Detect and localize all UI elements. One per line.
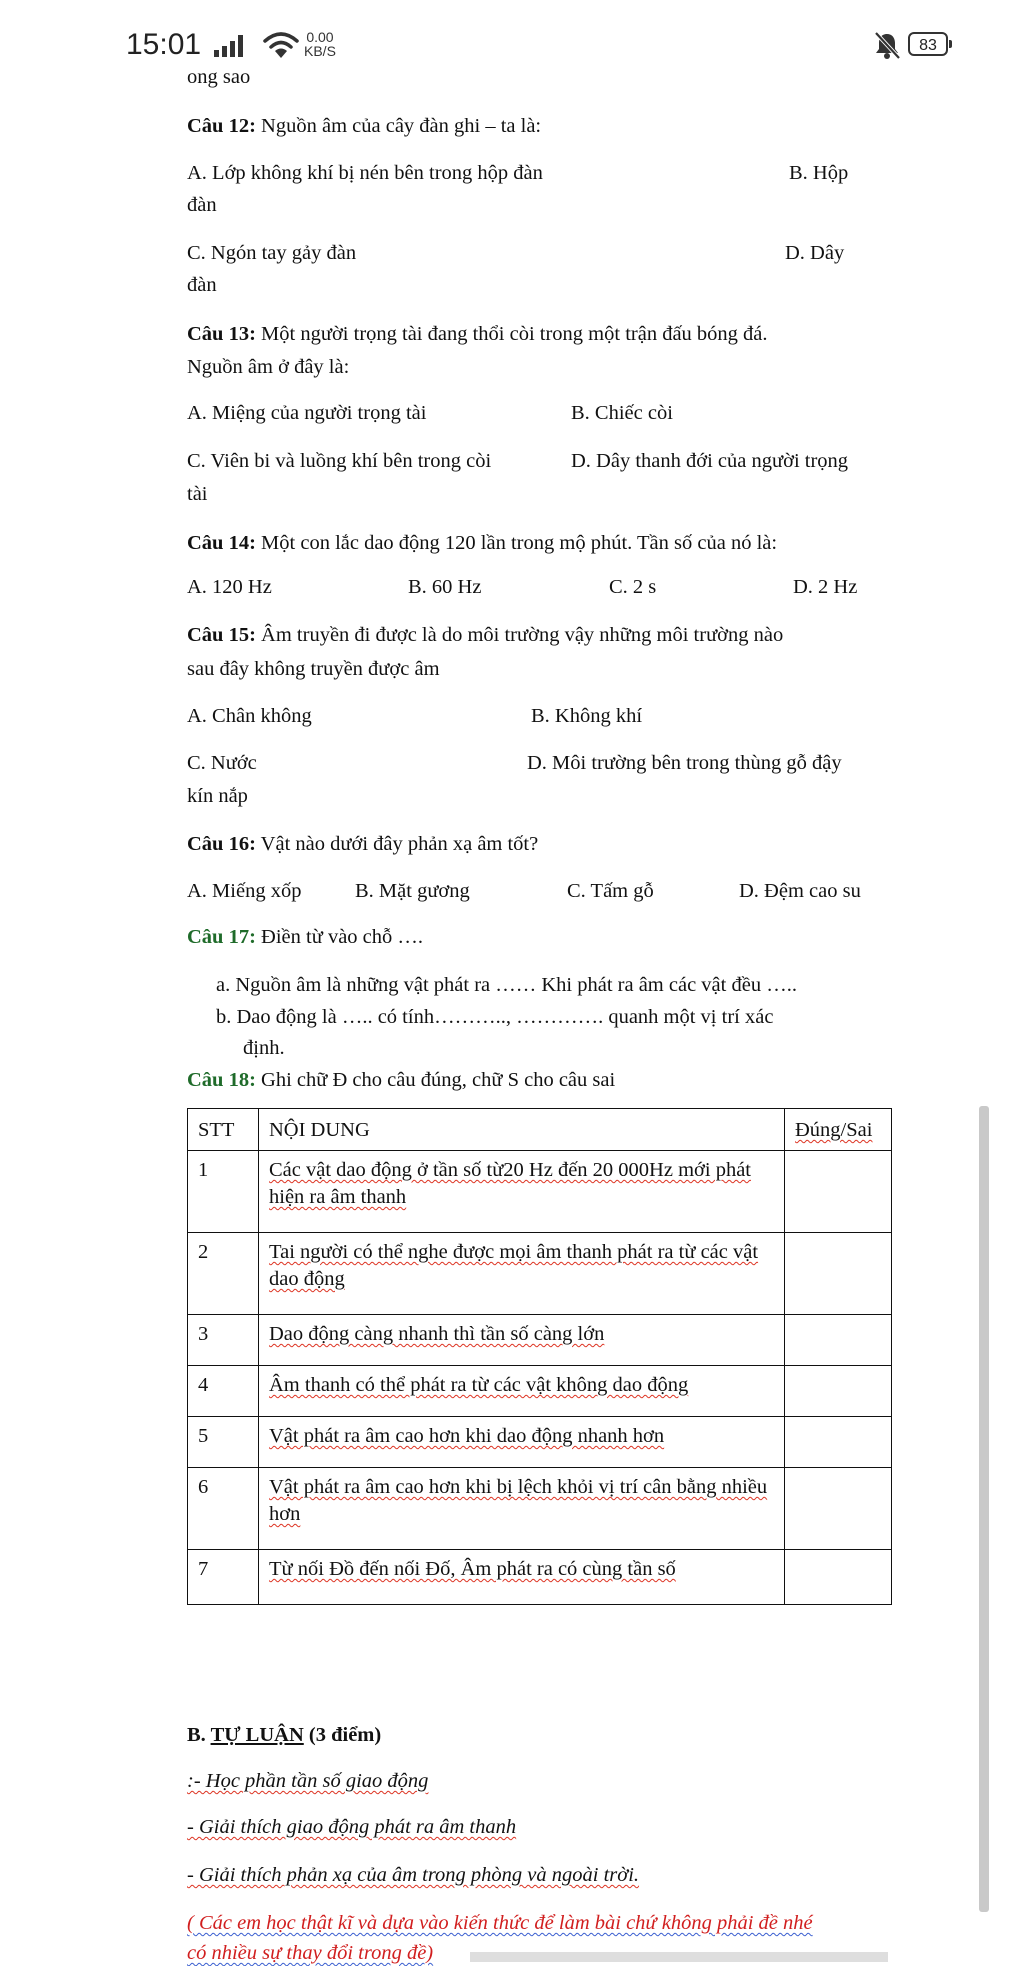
network-speed: [304, 30, 336, 58]
part-b-prefix: B.: [187, 1724, 211, 1746]
q14-option-d: D. 2 Hz: [793, 576, 858, 598]
table-row: [188, 1366, 892, 1417]
question-16-label: Câu 16:: [187, 833, 256, 855]
row-content: Dao động càng nhanh thì tần số càng lớn: [259, 1315, 785, 1366]
q16-option-d: D. Đệm cao su: [739, 880, 861, 902]
q17-item-a: a. Nguồn âm là những vật phát ra …… Khi phát ra âm các vật đều …..: [216, 974, 797, 996]
row-content: Vật phát ra âm cao hơn khi bị lệch khỏi vị trí cân bằng nhiều hơn: [259, 1468, 785, 1550]
row-stt: 1: [188, 1151, 259, 1233]
row-answer-cell[interactable]: [785, 1468, 892, 1550]
question-17: [187, 924, 423, 950]
part-b-title: TỰ LUẬN: [210, 1724, 304, 1746]
q17-item-b: b. Dao động là ….. có tính……….., …………. quanh một vị trí xác: [216, 1006, 774, 1028]
part-b-note-2: có nhiều sự thay đổi trong đề): [187, 1942, 434, 1964]
battery-icon: 83: [908, 32, 948, 56]
part-b-item-1: :- Học phần tần số giao động: [187, 1770, 429, 1792]
bell-muted-icon: [872, 30, 902, 60]
question-18-text: Ghi chữ Đ cho câu đúng, chữ S cho câu sai: [255, 1069, 616, 1091]
question-12: [187, 113, 541, 139]
header-stt: STT: [188, 1109, 259, 1151]
table-row: [188, 1151, 892, 1233]
scrollbar[interactable]: [979, 1106, 989, 1912]
part-b-item-3: - Giải thích phản xạ của âm trong phòng và ngoài trời.: [187, 1864, 640, 1886]
row-stt: 6: [188, 1468, 259, 1550]
q15-option-a: A. Chân không: [187, 705, 312, 727]
question-14-text: Một con lắc dao động 120 lần trong mộ phút. Tần số của nó là:: [255, 532, 778, 554]
table-row: [188, 1417, 892, 1468]
table-row: [188, 1550, 892, 1605]
row-answer-cell[interactable]: [785, 1550, 892, 1605]
q13-option-a: A. Miệng của người trọng tài: [187, 402, 427, 424]
question-12-text: Nguồn âm của cây đàn ghi – ta là:: [255, 115, 542, 137]
row-answer-cell[interactable]: [785, 1233, 892, 1315]
part-b-note: ( Các em học thật kĩ và dựa vào kiến thức để làm bài chứ không phải đề nhé: [187, 1912, 813, 1934]
question-13-text-2: Nguồn âm ở đây là:: [187, 356, 350, 378]
wifi-icon: [262, 30, 300, 60]
question-13-label: Câu 13:: [187, 323, 256, 345]
network-speed-unit: KB/S: [304, 43, 336, 59]
question-16-text: Vật nào dưới đây phản xạ âm tốt?: [255, 833, 539, 855]
q13-option-c: C. Viên bi và luồng khí bên trong còi: [187, 450, 492, 472]
q17-item-b-wrap: định.: [243, 1037, 285, 1059]
status-time: 15:01: [126, 28, 202, 61]
row-stt: 5: [188, 1417, 259, 1468]
q12-option-a: A. Lớp không khí bị nén bên trong hộp đàn: [187, 162, 543, 184]
part-b-item-2: - Giải thích giao động phát ra âm thanh: [187, 1816, 517, 1838]
table-row: [188, 1468, 892, 1550]
q15-option-c: C. Nước: [187, 752, 257, 774]
question-15-text: Âm truyền đi được là do môi trường vậy những môi trường nào: [255, 624, 784, 646]
q12-option-d: D. Dây: [785, 242, 845, 264]
table-row: [188, 1233, 892, 1315]
header-answer: Đúng/Sai: [785, 1109, 892, 1151]
q14-option-c: C. 2 s: [609, 576, 657, 598]
table-header-row: [188, 1109, 892, 1151]
status-bar: [0, 0, 1024, 64]
true-false-table: [187, 1108, 892, 1605]
row-content: Tai người có thể nghe được mọi âm thanh phát ra từ các vật dao động: [259, 1233, 785, 1315]
table-row: [188, 1315, 892, 1366]
signal-icon: [214, 33, 252, 57]
question-15: [187, 622, 783, 648]
q15-option-b: B. Không khí: [531, 705, 643, 727]
q16-option-b: B. Mặt gương: [355, 880, 470, 902]
row-stt: 3: [188, 1315, 259, 1366]
question-17-label: Câu 17:: [187, 926, 256, 948]
q14-option-a: A. 120 Hz: [187, 576, 272, 598]
q16-option-c: C. Tấm gỗ: [567, 880, 654, 902]
question-13: [187, 321, 768, 347]
q13-option-d: D. Dây thanh đới của người trọng: [571, 450, 849, 472]
row-answer-cell[interactable]: [785, 1417, 892, 1468]
q13-option-b: B. Chiếc còi: [571, 402, 673, 424]
q15-option-d: D. Môi trường bên trong thùng gỗ đậy: [527, 752, 842, 774]
row-content: Âm thanh có thể phát ra từ các vật không dao động: [259, 1366, 785, 1417]
question-17-text: Điền từ vào chỗ ….: [255, 926, 424, 948]
question-15-label: Câu 15:: [187, 624, 256, 646]
q12-option-c: C. Ngón tay gảy đàn: [187, 242, 357, 264]
question-14: [187, 530, 777, 556]
row-content: Vật phát ra âm cao hơn khi dao động nhanh hơn: [259, 1417, 785, 1468]
row-answer-cell[interactable]: [785, 1151, 892, 1233]
row-stt: 4: [188, 1366, 259, 1417]
row-answer-cell[interactable]: [785, 1315, 892, 1366]
q16-option-a: A. Miếng xốp: [187, 880, 302, 902]
row-stt: 2: [188, 1233, 259, 1315]
q12-option-b-wrap: đàn: [187, 194, 217, 216]
q15-option-d-wrap: kín nắp: [187, 785, 248, 807]
question-12-label: Câu 12:: [187, 115, 256, 137]
question-18: [187, 1067, 615, 1093]
part-b-heading: [187, 1722, 381, 1748]
row-content: Các vật dao động ở tần số từ20 Hz đến 20 000Hz mới phát hiện ra âm thanh: [259, 1151, 785, 1233]
question-16: [187, 831, 538, 857]
question-18-label: Câu 18:: [187, 1069, 256, 1091]
q13-option-d-wrap: tài: [187, 483, 208, 505]
top-fragment-text: ong sao: [187, 66, 251, 88]
q12-option-d-wrap: đàn: [187, 274, 217, 296]
bottom-strip: [470, 1952, 888, 1962]
question-14-label: Câu 14:: [187, 532, 256, 554]
question-15-text-2: sau đây không truyền được âm: [187, 658, 440, 680]
row-answer-cell[interactable]: [785, 1366, 892, 1417]
q14-option-b: B. 60 Hz: [408, 576, 482, 598]
row-stt: 7: [188, 1550, 259, 1605]
header-content: NỘI DUNG: [259, 1109, 785, 1151]
question-13-text: Một người trọng tài đang thổi còi trong một trận đấu bóng đá.: [255, 323, 768, 345]
part-b-points: (3 điểm): [303, 1724, 382, 1746]
network-speed-value: 0.00: [306, 29, 334, 45]
q12-option-b: B. Hộp: [789, 162, 849, 184]
row-content: Từ nối Đồ đến nối Đố, Âm phát ra có cùng tần số: [259, 1550, 785, 1605]
